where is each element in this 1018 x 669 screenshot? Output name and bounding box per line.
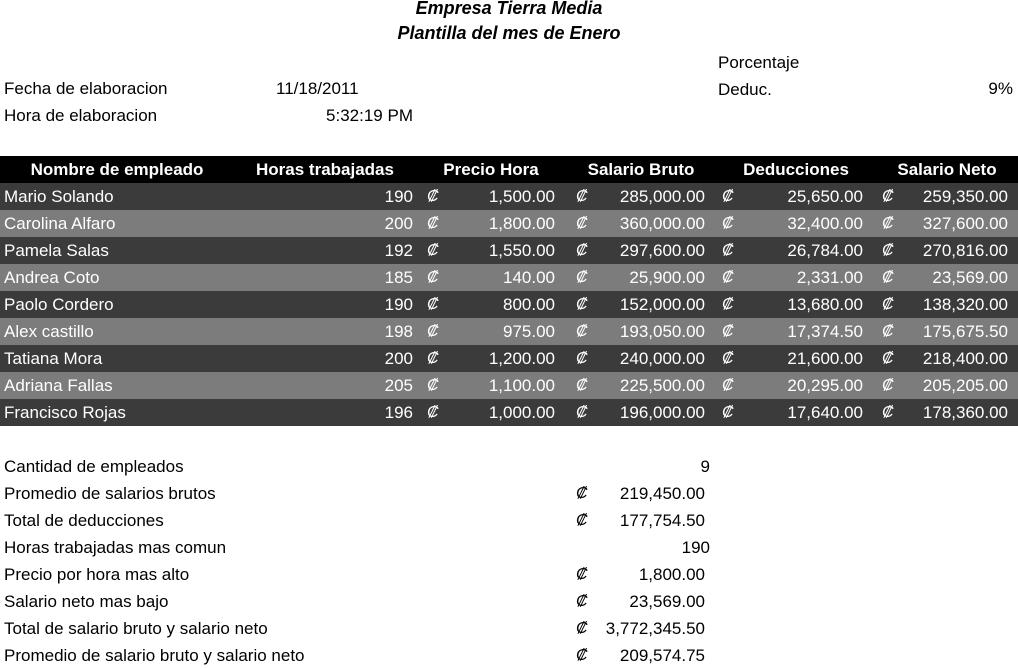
summary-value: 3,772,345.50 <box>605 619 705 638</box>
summary-label: Total de deducciones <box>4 511 164 530</box>
header-precio: Precio Hora <box>443 160 539 179</box>
currency-symbol: ₡ <box>427 350 439 367</box>
cell-bruto: 225,500.00 <box>619 376 705 395</box>
currency-symbol: ₡ <box>576 377 588 394</box>
currency-symbol: ₡ <box>576 215 588 232</box>
table-row <box>0 210 1018 237</box>
cell-nombre: Carolina Alfaro <box>4 214 116 233</box>
currency-symbol: ₡ <box>427 323 439 340</box>
fecha-label: Fecha de elaboracion <box>4 79 168 98</box>
summary-value: 177,754.50 <box>619 511 705 530</box>
cell-bruto: 360,000.00 <box>619 214 705 233</box>
table-row <box>0 345 1018 372</box>
hora-label: Hora de elaboracion <box>4 106 158 125</box>
deduc-label: Deduc. <box>718 80 772 99</box>
cell-precio: 1,500.00 <box>488 187 555 206</box>
currency-symbol: ₡ <box>882 323 894 340</box>
cell-horas: 190 <box>384 187 413 206</box>
table-row <box>0 264 1018 291</box>
currency-symbol: ₡ <box>427 188 439 205</box>
summary-label: Total de salario bruto y salario neto <box>4 619 268 638</box>
cell-deducciones: 17,374.50 <box>787 322 863 341</box>
cell-neto: 205,205.00 <box>922 376 1008 395</box>
summary-label: Salario neto mas bajo <box>4 592 169 611</box>
cell-neto: 178,360.00 <box>922 403 1008 422</box>
cell-horas: 198 <box>384 322 413 341</box>
currency-symbol: ₡ <box>576 350 588 367</box>
cell-neto: 327,600.00 <box>922 214 1008 233</box>
currency-symbol: ₡ <box>722 188 734 205</box>
summary-label: Cantidad de empleados <box>4 457 184 476</box>
cell-horas: 196 <box>384 403 413 422</box>
currency-symbol: ₡ <box>427 296 439 313</box>
currency-symbol: ₡ <box>576 296 588 313</box>
hora-value: 5:32:19 PM <box>326 106 413 125</box>
currency-symbol: ₡ <box>722 242 734 259</box>
cell-horas: 200 <box>384 349 413 368</box>
summary-value: 209,574.75 <box>619 646 705 665</box>
header-bruto: Salario Bruto <box>587 160 695 179</box>
currency-symbol: ₡ <box>722 377 734 394</box>
cell-deducciones: 25,650.00 <box>787 187 863 206</box>
table-row <box>0 372 1018 399</box>
summary-label: Promedio de salario bruto y salario neto <box>4 646 305 665</box>
currency-symbol: ₡ <box>427 404 439 421</box>
cell-precio: 1,550.00 <box>488 241 555 260</box>
table-row <box>0 399 1018 426</box>
cell-precio: 140.00 <box>503 268 555 287</box>
porcentaje-label: Porcentaje <box>718 53 800 72</box>
currency-symbol: ₡ <box>576 323 588 340</box>
cell-neto: 259,350.00 <box>922 187 1008 206</box>
cell-bruto: 297,600.00 <box>619 241 705 260</box>
cell-nombre: Andrea Coto <box>4 268 100 287</box>
cell-precio: 1,800.00 <box>488 214 555 233</box>
currency-symbol: ₡ <box>576 485 588 502</box>
cell-bruto: 152,000.00 <box>619 295 705 314</box>
cell-neto: 218,400.00 <box>922 349 1008 368</box>
cell-deducciones: 26,784.00 <box>787 241 863 260</box>
cell-precio: 800.00 <box>503 295 555 314</box>
cell-deducciones: 13,680.00 <box>787 295 863 314</box>
table-row <box>0 291 1018 318</box>
currency-symbol: ₡ <box>576 566 588 583</box>
currency-symbol: ₡ <box>576 269 588 286</box>
cell-nombre: Adriana Fallas <box>4 376 113 395</box>
currency-symbol: ₡ <box>427 377 439 394</box>
currency-symbol: ₡ <box>576 404 588 421</box>
currency-symbol: ₡ <box>882 269 894 286</box>
currency-symbol: ₡ <box>722 323 734 340</box>
cell-neto: 138,320.00 <box>922 295 1008 314</box>
cell-precio: 1,000.00 <box>488 403 555 422</box>
cell-deducciones: 2,331.00 <box>796 268 863 287</box>
currency-symbol: ₡ <box>882 242 894 259</box>
table-row <box>0 237 1018 264</box>
currency-symbol: ₡ <box>882 215 894 232</box>
cell-bruto: 196,000.00 <box>619 403 705 422</box>
currency-symbol: ₡ <box>882 188 894 205</box>
cell-deducciones: 21,600.00 <box>787 349 863 368</box>
currency-symbol: ₡ <box>882 404 894 421</box>
cell-deducciones: 17,640.00 <box>787 403 863 422</box>
currency-symbol: ₡ <box>576 512 588 529</box>
summary-value: 219,450.00 <box>619 484 705 503</box>
cell-neto: 23,569.00 <box>932 268 1008 287</box>
currency-symbol: ₡ <box>882 377 894 394</box>
cell-neto: 270,816.00 <box>922 241 1008 260</box>
cell-nombre: Alex castillo <box>4 322 94 341</box>
cell-nombre: Paolo Cordero <box>4 295 114 314</box>
cell-bruto: 25,900.00 <box>629 268 705 287</box>
currency-symbol: ₡ <box>576 647 588 664</box>
cell-deducciones: 32,400.00 <box>787 214 863 233</box>
cell-horas: 200 <box>384 214 413 233</box>
currency-symbol: ₡ <box>427 242 439 259</box>
currency-symbol: ₡ <box>722 296 734 313</box>
header-nombre: Nombre de empleado <box>30 160 204 179</box>
cell-horas: 205 <box>384 376 413 395</box>
summary-value: 190 <box>681 538 710 557</box>
currency-symbol: ₡ <box>722 350 734 367</box>
cell-bruto: 193,050.00 <box>619 322 705 341</box>
cell-horas: 185 <box>384 268 413 287</box>
currency-symbol: ₡ <box>722 269 734 286</box>
header-horas: Horas trabajadas <box>256 160 394 179</box>
cell-nombre: Pamela Salas <box>4 241 109 260</box>
summary-value: 23,569.00 <box>629 592 705 611</box>
cell-bruto: 240,000.00 <box>619 349 705 368</box>
cell-precio: 1,200.00 <box>488 349 555 368</box>
currency-symbol: ₡ <box>722 215 734 232</box>
cell-nombre: Tatiana Mora <box>4 349 103 368</box>
currency-symbol: ₡ <box>576 593 588 610</box>
cell-bruto: 285,000.00 <box>619 187 705 206</box>
header-deducciones: Deducciones <box>743 160 849 179</box>
cell-deducciones: 20,295.00 <box>787 376 863 395</box>
sheet-subtitle: Plantilla del mes de Enero <box>397 23 621 43</box>
cell-nombre: Francisco Rojas <box>4 403 126 422</box>
summary-label: Precio por hora mas alto <box>4 565 190 584</box>
currency-symbol: ₡ <box>427 215 439 232</box>
currency-symbol: ₡ <box>722 404 734 421</box>
cell-neto: 175,675.50 <box>922 322 1008 341</box>
currency-symbol: ₡ <box>576 188 588 205</box>
cell-precio: 975.00 <box>503 322 555 341</box>
header-neto: Salario Neto <box>897 160 997 179</box>
summary-label: Horas trabajadas mas comun <box>4 538 227 557</box>
cell-horas: 192 <box>384 241 413 260</box>
summary-label: Promedio de salarios brutos <box>4 484 216 503</box>
table-header <box>0 156 1018 183</box>
fecha-value: 11/18/2011 <box>276 79 359 98</box>
currency-symbol: ₡ <box>882 350 894 367</box>
cell-nombre: Mario Solando <box>4 187 114 206</box>
currency-symbol: ₡ <box>576 620 588 637</box>
table-row <box>0 183 1018 210</box>
currency-symbol: ₡ <box>576 242 588 259</box>
cell-horas: 190 <box>384 295 413 314</box>
summary-value: 9 <box>700 457 710 476</box>
summary-value: 1,800.00 <box>638 565 705 584</box>
currency-symbol: ₡ <box>427 269 439 286</box>
cell-precio: 1,100.00 <box>488 376 555 395</box>
currency-symbol: ₡ <box>882 296 894 313</box>
table-row <box>0 318 1018 345</box>
sheet-title: Empresa Tierra Media <box>415 0 603 18</box>
porcentaje-value: 9% <box>988 79 1013 98</box>
